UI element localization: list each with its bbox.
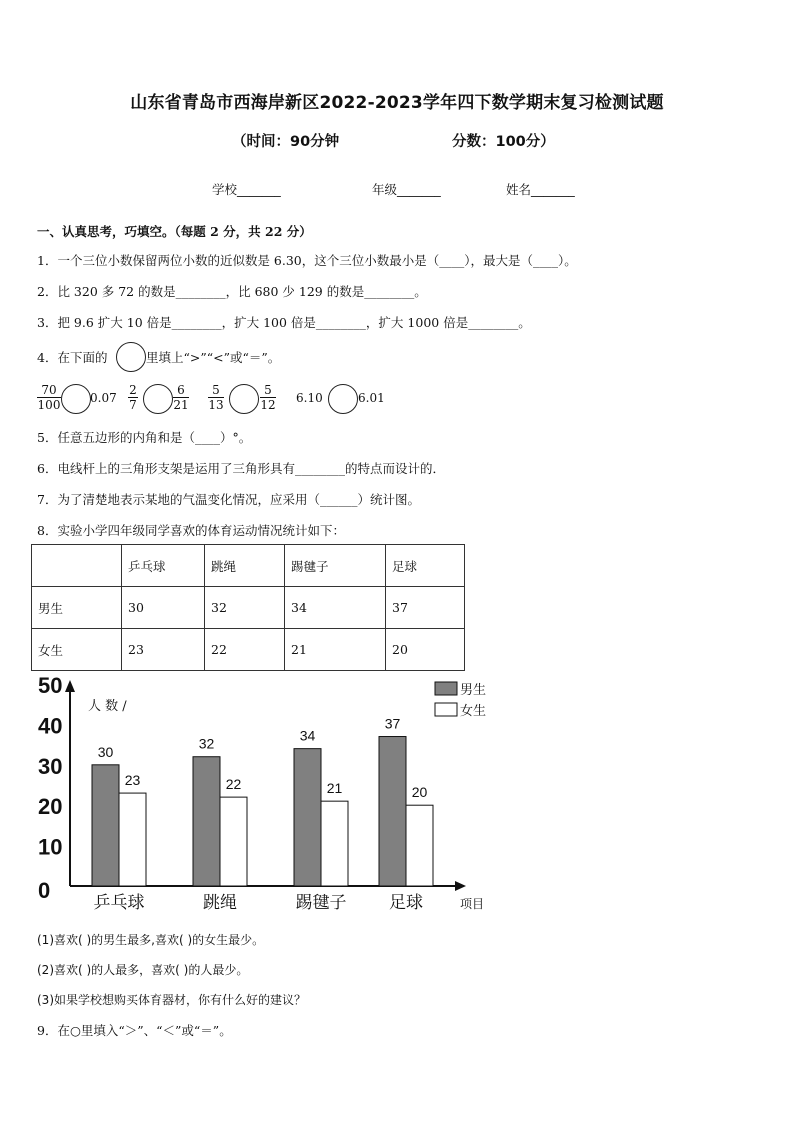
- y-tick-label: 30: [38, 753, 63, 779]
- bar-data-label: 34: [299, 727, 316, 744]
- bar-boys: [92, 765, 119, 886]
- fraction-6-21: $\frac{6}{21}$: [173, 383, 189, 412]
- compare-circle-1[interactable]: [61, 384, 91, 414]
- value-6-10: 6.10: [296, 391, 323, 405]
- name-field[interactable]: 姓名_______: [506, 182, 575, 197]
- legend-swatch: [435, 682, 457, 695]
- bar-girls: [406, 805, 433, 886]
- table-cell: 20: [386, 629, 465, 671]
- table-cell: 37: [386, 587, 465, 629]
- table-row: [32, 587, 465, 629]
- question-7: 7．为了清楚地表示某地的气温变化情况，应采用（______）统计图。: [37, 492, 420, 507]
- legend-swatch: [435, 703, 457, 716]
- exam-time: （时间：90分钟: [232, 134, 340, 150]
- bar-data-label: 21: [326, 780, 343, 797]
- table-cell: 女生: [32, 629, 122, 671]
- page-title: 山东省青岛市西海岸新区2022-2023学年四下数学期末复习检测试题: [130, 93, 664, 113]
- bar-boys: [294, 749, 321, 886]
- value-6-01: 6.01: [358, 391, 385, 405]
- followup-1: (1)喜欢( )的男生最多,喜欢( )的女生最少。: [37, 933, 265, 947]
- y-axis-arrow-icon: [65, 680, 75, 692]
- y-tick-label: 0: [38, 878, 51, 903]
- question-4-tail: 里填上“>”“<”或“＝”。: [146, 350, 281, 365]
- table-cell: 男生: [32, 587, 122, 629]
- bar-data-label: 23: [124, 772, 141, 789]
- question-4-lead: 4．在下面的: [37, 350, 108, 365]
- table-header-row: [32, 545, 465, 587]
- exam-score: 分数：100分）: [452, 134, 555, 150]
- question-2: 2．比 320 多 72 的数是________，比 680 少 129 的数是________。: [37, 284, 427, 299]
- bar-data-label: 30: [97, 743, 114, 760]
- table-cell: 30: [122, 587, 205, 629]
- table-cell: [32, 545, 122, 587]
- table-cell: 32: [205, 587, 285, 629]
- answer-circle-icon: [116, 342, 146, 372]
- table-cell: 踢毽子: [285, 545, 386, 587]
- bar-boys: [193, 757, 220, 886]
- question-1: 1．一个三位小数保留两位小数的近似数是 6.30，这个三位小数最小是（____），最大是（____）。: [37, 253, 577, 268]
- table-cell: 21: [285, 629, 386, 671]
- question-9: 9．在○里填入“＞”、“＜”或“＝”。: [37, 1023, 232, 1038]
- x-axis-arrow-icon: [455, 881, 466, 891]
- legend-label: 女生: [460, 704, 487, 719]
- bar-data-label: 37: [384, 715, 401, 732]
- bar-girls: [321, 801, 348, 886]
- compare-circle-2[interactable]: [143, 384, 173, 414]
- y-tick-label: 10: [38, 834, 63, 860]
- table-cell: 足球: [386, 545, 465, 587]
- table-cell: 跳绳: [205, 545, 285, 587]
- x-tick-label: 乒乓球: [93, 893, 145, 913]
- y-tick-label: 40: [38, 713, 63, 739]
- table-cell: 34: [285, 587, 386, 629]
- y-tick-label: 20: [38, 794, 63, 820]
- fraction-2-7: $\frac{2}{7}$: [129, 383, 137, 412]
- question-6: 6．电线杆上的三角形支架是运用了三角形具有________的特点而设计的．: [37, 461, 445, 476]
- table-cell: 22: [205, 629, 285, 671]
- value-0-07: 0.07: [90, 391, 117, 405]
- bar-data-label: 22: [225, 776, 242, 793]
- table-row: [32, 629, 465, 671]
- y-tick-label: 50: [38, 673, 63, 698]
- school-field[interactable]: 学校_______: [212, 182, 281, 197]
- grade-field[interactable]: 年级_______: [372, 182, 441, 197]
- followup-2: (2)喜欢( )的人最多，喜欢( )的人最少。: [37, 963, 249, 977]
- question-3: 3．把 9.6 扩大 10 倍是________，扩大 100 倍是________，扩大 1000 倍是________。: [37, 315, 531, 330]
- x-tick-label: 足球: [389, 893, 423, 913]
- fraction-70-100: $\frac{70}{100}$: [37, 383, 61, 412]
- x-tick-label: 跳绳: [203, 893, 237, 913]
- table-cell: 23: [122, 629, 205, 671]
- followup-3: (3)如果学校想购买体育器材，你有什么好的建议？: [37, 993, 306, 1007]
- bar-data-label: 32: [198, 735, 215, 752]
- x-tick-label: 踢毽子: [295, 893, 347, 913]
- fraction-5-12: $\frac{5}{12}$: [260, 383, 276, 412]
- question-5: 5．任意五边形的内角和是（____）°。: [37, 430, 252, 445]
- section-heading: 一、认真思考，巧填空。（每题 2 分，共 22 分）: [37, 224, 312, 239]
- table-cell: 乒乓球: [122, 545, 205, 587]
- bar-girls: [220, 797, 247, 886]
- x-axis-label: 项目: [460, 897, 485, 911]
- question-8: 8．实验小学四年级同学喜欢的体育运动情况统计如下：: [37, 523, 345, 538]
- legend-label: 男生: [460, 683, 487, 698]
- bar-girls: [119, 793, 146, 886]
- fraction-5-13: $\frac{5}{13}$: [208, 383, 224, 412]
- compare-circle-3[interactable]: [229, 384, 259, 414]
- bar-boys: [379, 737, 406, 886]
- bar-chart: [0, 670, 520, 920]
- bar-data-label: 20: [411, 784, 428, 801]
- compare-circle-4[interactable]: [328, 384, 358, 414]
- y-axis-label: 人 数 /: [88, 699, 127, 714]
- stats-table: [31, 544, 465, 671]
